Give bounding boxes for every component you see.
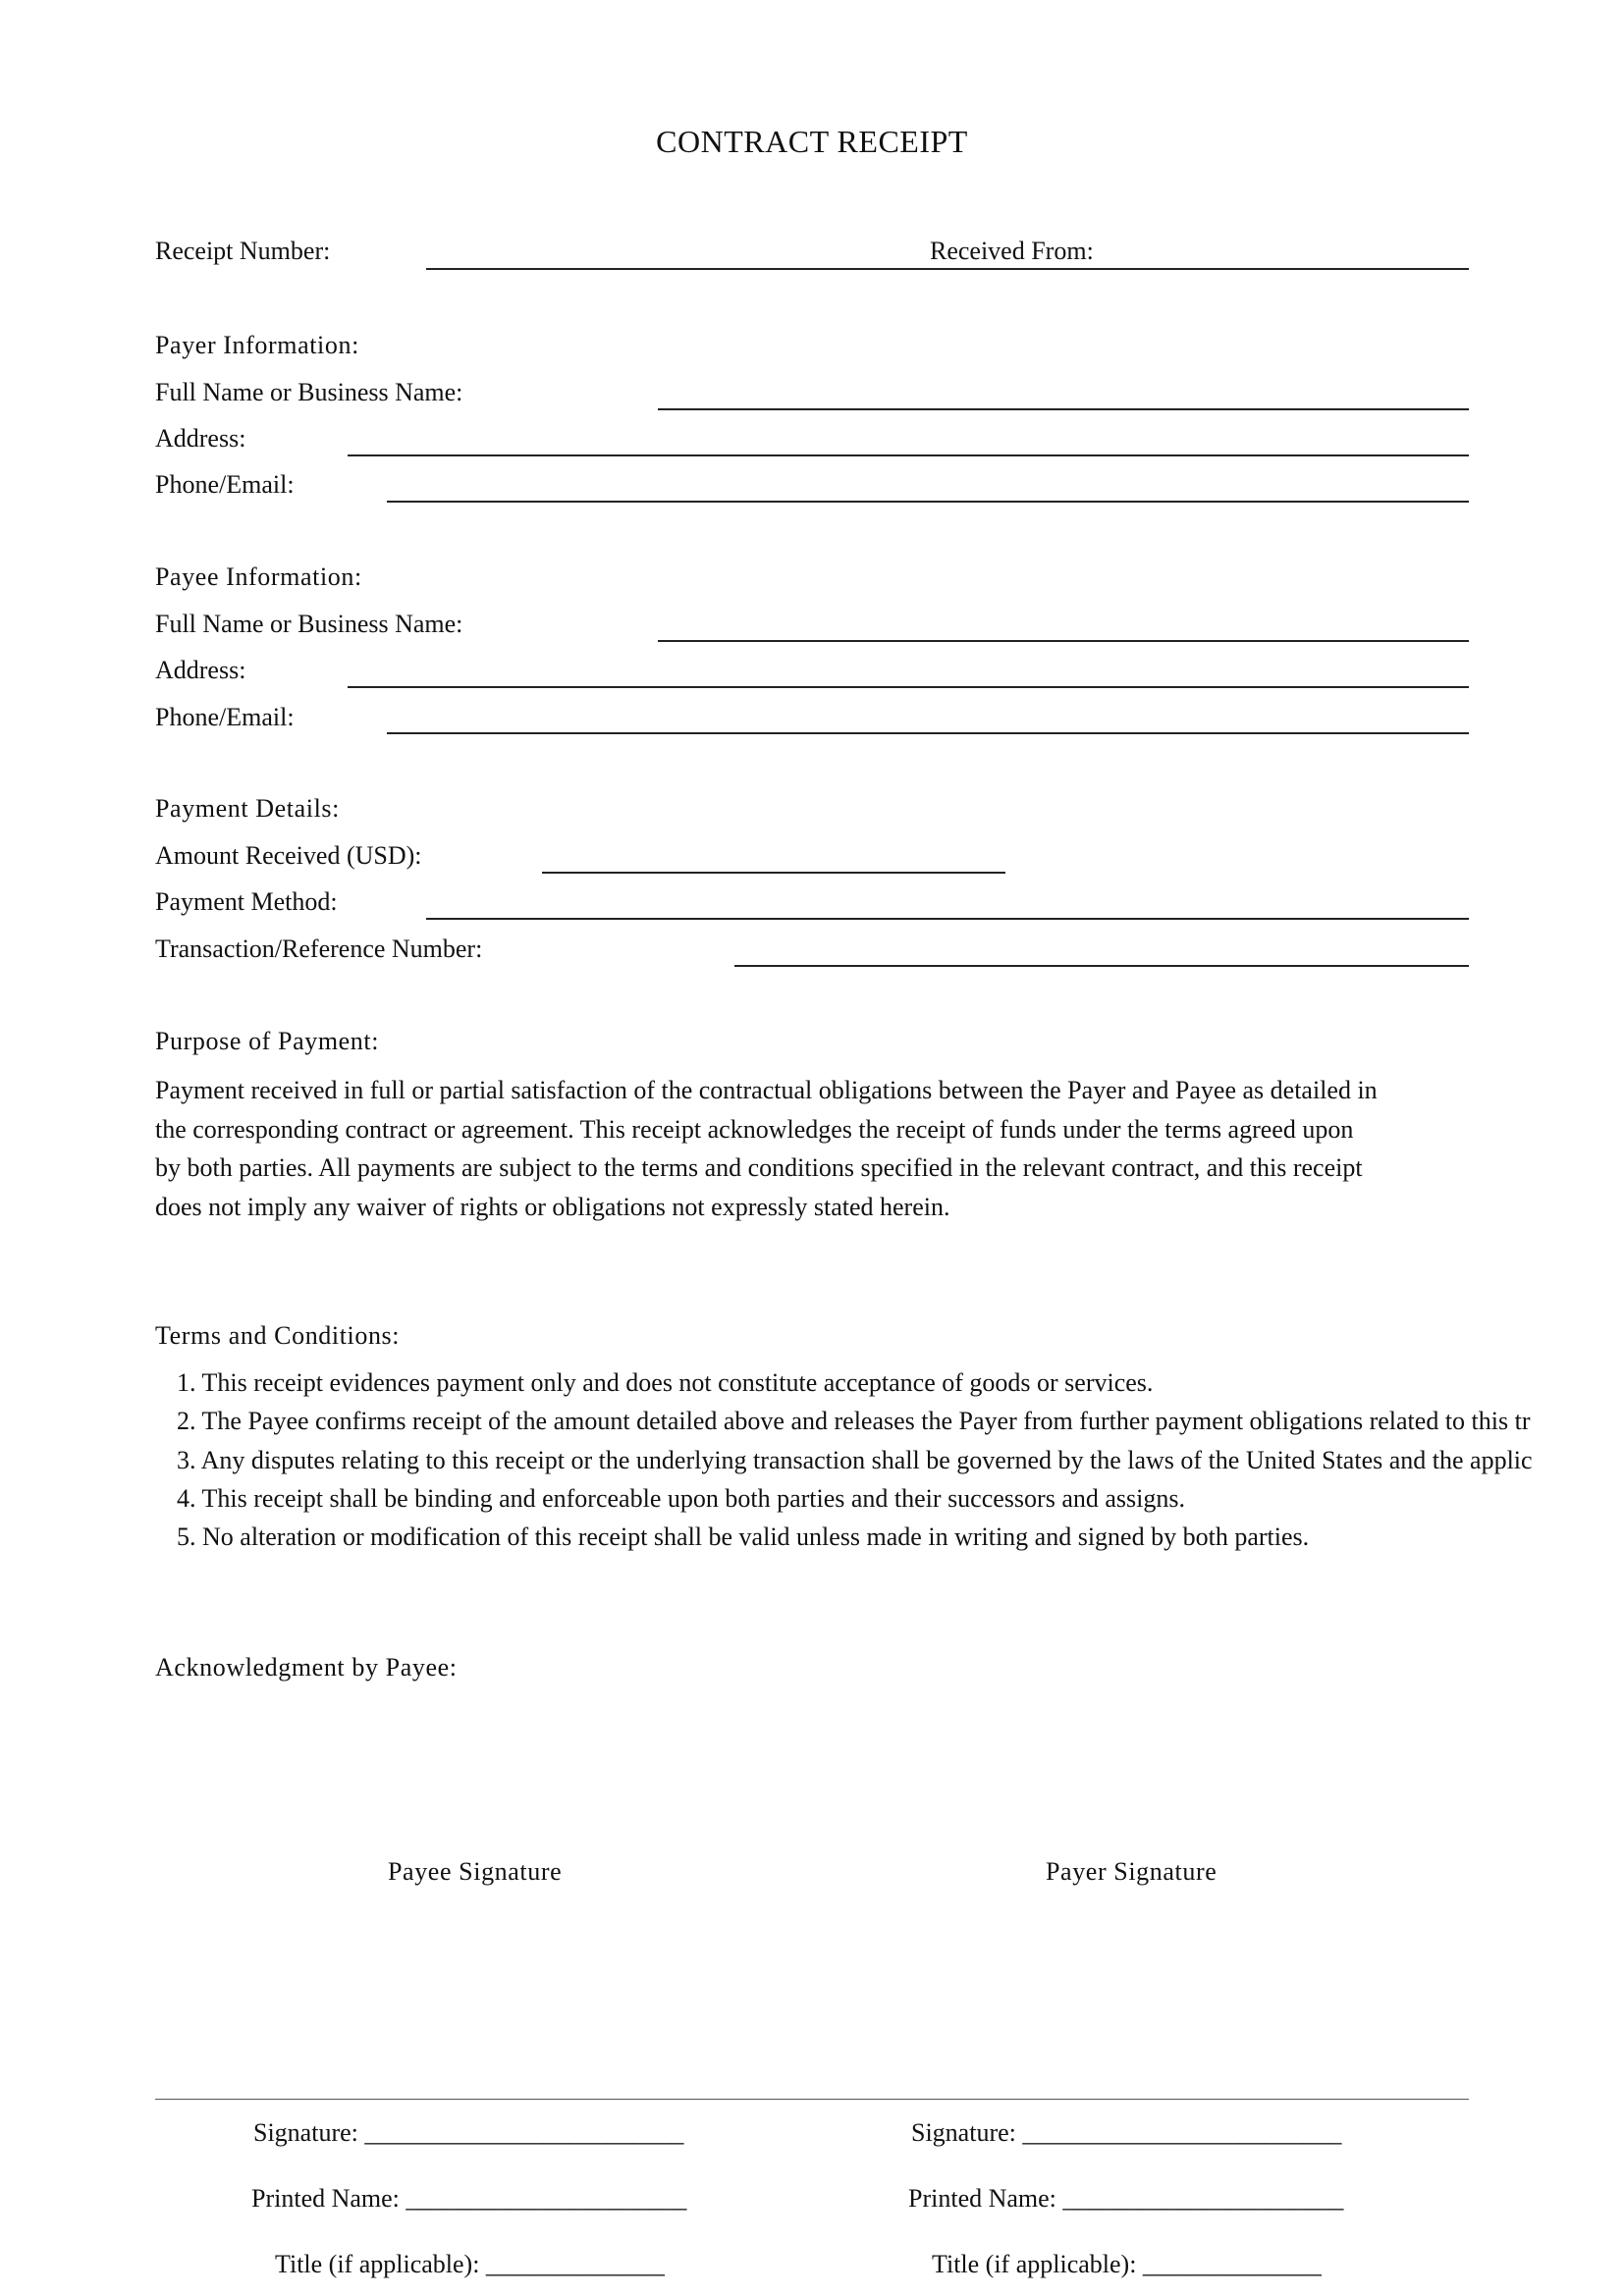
payer-address-label: Address: — [155, 424, 246, 453]
purpose-line: the corresponding contract or agreement. This receipt acknowledges the receipt of funds under the terms agreed upon — [155, 1114, 1354, 1144]
acknowledgment-heading: Acknowledgment by Payee: — [155, 1653, 458, 1682]
payment-method-label: Payment Method: — [155, 887, 338, 916]
purpose-paragraph — [155, 1071, 1471, 1226]
payee-contact-label: Phone/Email: — [155, 703, 295, 731]
term-item: 5. No alteration or modification of this receipt shall be valid unless made in writing and signed by both parties. — [177, 1522, 1310, 1552]
term-item: 4. This receipt shall be binding and enforceable upon both parties and their successors and assigns. — [177, 1483, 1185, 1513]
left-signature-line[interactable]: Signature: _________________________ — [253, 2118, 684, 2147]
payer-name-field[interactable] — [658, 408, 1469, 410]
term-item: 3. Any disputes relating to this receipt or the underlying transaction shall be governed by the laws of the United States and the applic — [177, 1445, 1533, 1474]
purpose-line: does not imply any waiver of rights or obligations not expressly stated herein. — [155, 1192, 950, 1221]
payee-info-heading: Payee Information: — [155, 562, 362, 591]
term-item: 2. The Payee confirms receipt of the amount detailed above and releases the Payer from further payment obligations related to this tr — [177, 1407, 1531, 1436]
terms-heading: Terms and Conditions: — [155, 1321, 401, 1350]
divider — [155, 2099, 1469, 2100]
page-title: CONTRACT RECEIPT — [656, 124, 968, 159]
receipt-number-label: Receipt Number: — [155, 237, 331, 265]
terms-list — [177, 1363, 1533, 1556]
purpose-line: Payment received in full or partial satisfaction of the contractual obligations between the Payer and Payee as detailed in — [155, 1076, 1378, 1104]
term-item: 1. This receipt evidences payment only and does not constitute acceptance of goods or services. — [177, 1368, 1154, 1397]
payer-contact-label: Phone/Email: — [155, 470, 295, 499]
payer-contact-field[interactable] — [387, 501, 1469, 503]
right-title-line[interactable]: Title (if applicable): ______________ — [932, 2250, 1322, 2278]
payer-address-field[interactable] — [348, 454, 1469, 456]
amount-field[interactable] — [542, 872, 1005, 874]
payee-signature-caption: Payee Signature — [388, 1857, 563, 1886]
payee-name-field[interactable] — [658, 640, 1469, 642]
payment-details-heading: Payment Details: — [155, 794, 340, 823]
payer-signature-caption: Payer Signature — [1046, 1857, 1218, 1886]
left-printed-name-line[interactable]: Printed Name: ______________________ — [251, 2184, 687, 2213]
payee-contact-field[interactable] — [387, 732, 1469, 734]
right-signature-line[interactable]: Signature: _________________________ — [911, 2118, 1342, 2147]
payer-info-heading: Payer Information: — [155, 331, 359, 359]
left-title-line[interactable]: Title (if applicable): ______________ — [275, 2250, 665, 2278]
payee-address-field[interactable] — [348, 686, 1469, 688]
received-from-label: Received From: — [930, 237, 1094, 265]
reference-number-label: Transaction/Reference Number: — [155, 934, 483, 963]
reference-number-field[interactable] — [734, 965, 1469, 967]
purpose-heading: Purpose of Payment: — [155, 1027, 380, 1055]
receipt-number-field[interactable] — [426, 268, 1469, 270]
payee-address-label: Address: — [155, 656, 246, 684]
purpose-line: by both parties. All payments are subject to the terms and conditions specified in the relevant contract, and this receipt — [155, 1153, 1363, 1182]
payer-name-label: Full Name or Business Name: — [155, 378, 463, 406]
right-printed-name-line[interactable]: Printed Name: ______________________ — [908, 2184, 1344, 2213]
payment-method-field[interactable] — [426, 918, 1469, 920]
amount-label: Amount Received (USD): — [155, 841, 422, 870]
payee-name-label: Full Name or Business Name: — [155, 610, 463, 638]
